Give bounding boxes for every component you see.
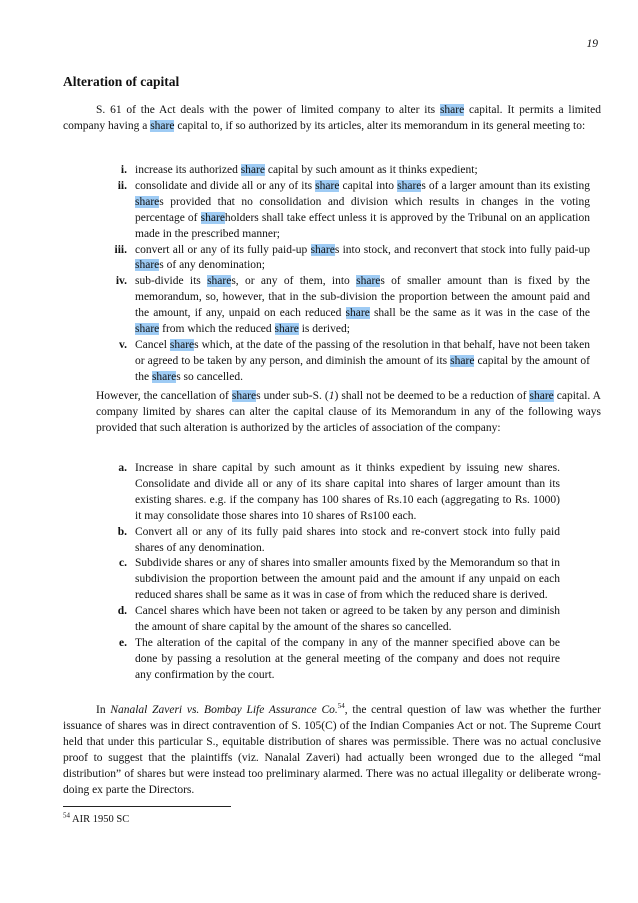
list-marker: ii. <box>117 179 127 192</box>
search-highlight: share <box>135 259 160 272</box>
list-item <box>99 525 560 557</box>
list-item-text: sub-divide its <box>135 275 208 288</box>
list-item-text: Cancel shares which have been not taken or agreed to be taken by any person and diminish the amount of share capital by the amount of the shares so cancelled. <box>135 605 560 634</box>
list-marker: a. <box>118 462 127 474</box>
search-highlight: share <box>439 104 465 116</box>
list-item-text: consolidate and divide all or any of its <box>135 179 316 192</box>
list-marker: e. <box>119 636 127 649</box>
list-item <box>99 556 560 604</box>
list-item-text: s so cancelled. <box>176 370 243 383</box>
search-highlight: share <box>207 275 232 288</box>
list-item <box>99 243 590 275</box>
footnote-number: 54 <box>63 811 70 820</box>
case-citation: Nanalal Zaveri vs. Bombay Life Assurance Co. <box>110 704 338 716</box>
page-number: 19 <box>586 38 598 50</box>
search-highlight: share <box>356 275 381 288</box>
list-item-text: s of smaller amount than is fixed by the memorandum, so, however, that in the sub-division the proportion between the amount paid and the amount, if any, unpaid on each reduced <box>135 275 590 320</box>
list-marker: v. <box>119 338 127 351</box>
footnote-text: AIR 1950 SC <box>70 814 130 825</box>
list-item-text: s provided that no consolidation and division which results in changes in the voting percentage of <box>135 195 590 224</box>
search-highlight: share <box>274 323 299 336</box>
paragraph-text: In <box>96 704 111 716</box>
list-item-text: Increase in share capital by such amount as it thinks expedient by issuing new shares. Consolidate and divide all or any of its share capital into shares of larger amount than its existing shares. e.g. if the company has 100 shares of Rs.10 each (aggregating to Rs. 1000) it may consolidate those shares into 10 shares of Rs100 each. <box>135 462 560 522</box>
footnote-reference[interactable]: 54 <box>337 702 345 711</box>
list-item-text: from which the reduced <box>159 323 275 336</box>
search-highlight: share <box>450 354 475 367</box>
list-item-text: s which, at the date of the passing of the resolution in that behalf, have not been taken or agreed to be taken by any person, and diminish the amount of its <box>135 338 590 367</box>
section-heading: Alteration of capital <box>63 74 180 89</box>
case-paragraph <box>63 703 601 798</box>
list-item-text: increase its authorized <box>135 164 241 176</box>
search-highlight: share <box>240 164 265 176</box>
list-item-text: Subdivide shares or any of shares into smaller amounts fixed by the Memorandum so that in subdivision the proportion between the amount paid and the amount if any unpaid on each reduced shares shall be same as it was in case of from which the reduced share is derived. <box>135 557 560 602</box>
list-item <box>99 338 590 386</box>
list-item-text: Cancel <box>135 338 170 351</box>
list-item-text: convert all or any of its fully paid-up <box>135 243 311 256</box>
paragraph-text: However, the cancellation of <box>96 390 232 402</box>
search-highlight: share <box>315 179 340 192</box>
list-marker: iii. <box>114 243 127 256</box>
search-highlight: share <box>231 390 257 402</box>
subsection-number: 1 <box>328 390 335 402</box>
list-item-text: is derived; <box>298 323 350 336</box>
search-highlight: share <box>200 211 225 224</box>
list-item-text: holders shall take effect unless it is approved by the Tribunal on an application made in the prescribed manner; <box>135 211 590 240</box>
search-highlight: share <box>397 179 422 192</box>
intro-text: capital to, if so authorized by its articles, alter its memorandum in its general meeting to: <box>174 119 586 132</box>
list-item <box>99 461 560 525</box>
roman-numeral-list <box>99 163 590 386</box>
list-item-text: The alteration of the capital of the company in any of the manner specified above can be done by passing a resolution at the general meeting of the company and does not require any confirmation by the court. <box>135 636 560 681</box>
intro-text: capital. It permits a limited company having a <box>63 104 601 132</box>
footnote-divider <box>63 806 231 807</box>
list-marker: d. <box>117 605 127 618</box>
list-item <box>99 274 590 338</box>
list-marker: i. <box>120 164 127 176</box>
search-highlight: share <box>135 195 160 208</box>
list-item-text: s of any denomination; <box>159 259 265 272</box>
list-item-text: Convert all or any of its fully paid shares into stock and re-convert stock into fully paid shares of any denomination. <box>135 525 560 554</box>
alpha-list <box>99 461 560 684</box>
list-marker: b. <box>117 525 127 538</box>
intro-text: S. 61 of the Act deals with the power of limited company to alter its <box>96 104 440 116</box>
list-item-text: s of a larger amount than its existing <box>421 179 590 192</box>
list-item-text: shall be the same as it was in the case of the <box>369 307 590 320</box>
search-highlight: share <box>310 243 335 256</box>
intro-paragraph <box>63 103 601 135</box>
paragraph-text: , the central question of law was whether the further issuance of shares was in direct contravention of S. 105(C) of the Indian Companies Act or not. The Supreme Court held that under this particular S., equitable distribution of shares was permissible. There was no actual conclusive proof to suggest that the plaintiffs (viz. Nanalal Zaveri) had actually been wronged due to the alleged “mal distribution” of shares but were instead too preliminary alarmed. There was no actual illegality or deliberate wrong-doing ex parte the Directors. <box>63 704 601 796</box>
list-item <box>99 636 560 684</box>
paragraph-text: s under sub-S. ( <box>256 390 329 402</box>
search-highlight: share <box>150 119 175 132</box>
paragraph-text: ) shall not be deemed to be a reduction of <box>334 390 530 402</box>
list-item <box>99 604 560 636</box>
list-marker: iv. <box>115 275 127 288</box>
footnote <box>63 811 130 825</box>
list-item <box>99 179 590 243</box>
search-highlight: share <box>529 390 554 402</box>
list-item <box>99 163 590 179</box>
search-highlight: share <box>169 338 195 351</box>
list-marker: c. <box>119 557 127 570</box>
list-item-text: capital by the amount of the <box>135 354 590 383</box>
list-item-text: s into stock, and reconvert that stock into fully paid-up <box>334 243 590 256</box>
however-paragraph <box>96 389 601 437</box>
search-highlight: share <box>345 307 370 320</box>
paragraph-text: capital. A company limited by shares can alter the capital clause of its Memorandum in any of the following ways provided that such alteration is authorized by the articles of association of the company: <box>96 390 601 434</box>
list-item-text: s, or any of them, into <box>231 275 357 288</box>
search-highlight: share <box>135 323 160 336</box>
search-highlight: share <box>151 370 177 383</box>
list-item-text: capital into <box>339 179 398 192</box>
list-item-text: capital by such amount as it thinks expedient; <box>264 164 478 176</box>
